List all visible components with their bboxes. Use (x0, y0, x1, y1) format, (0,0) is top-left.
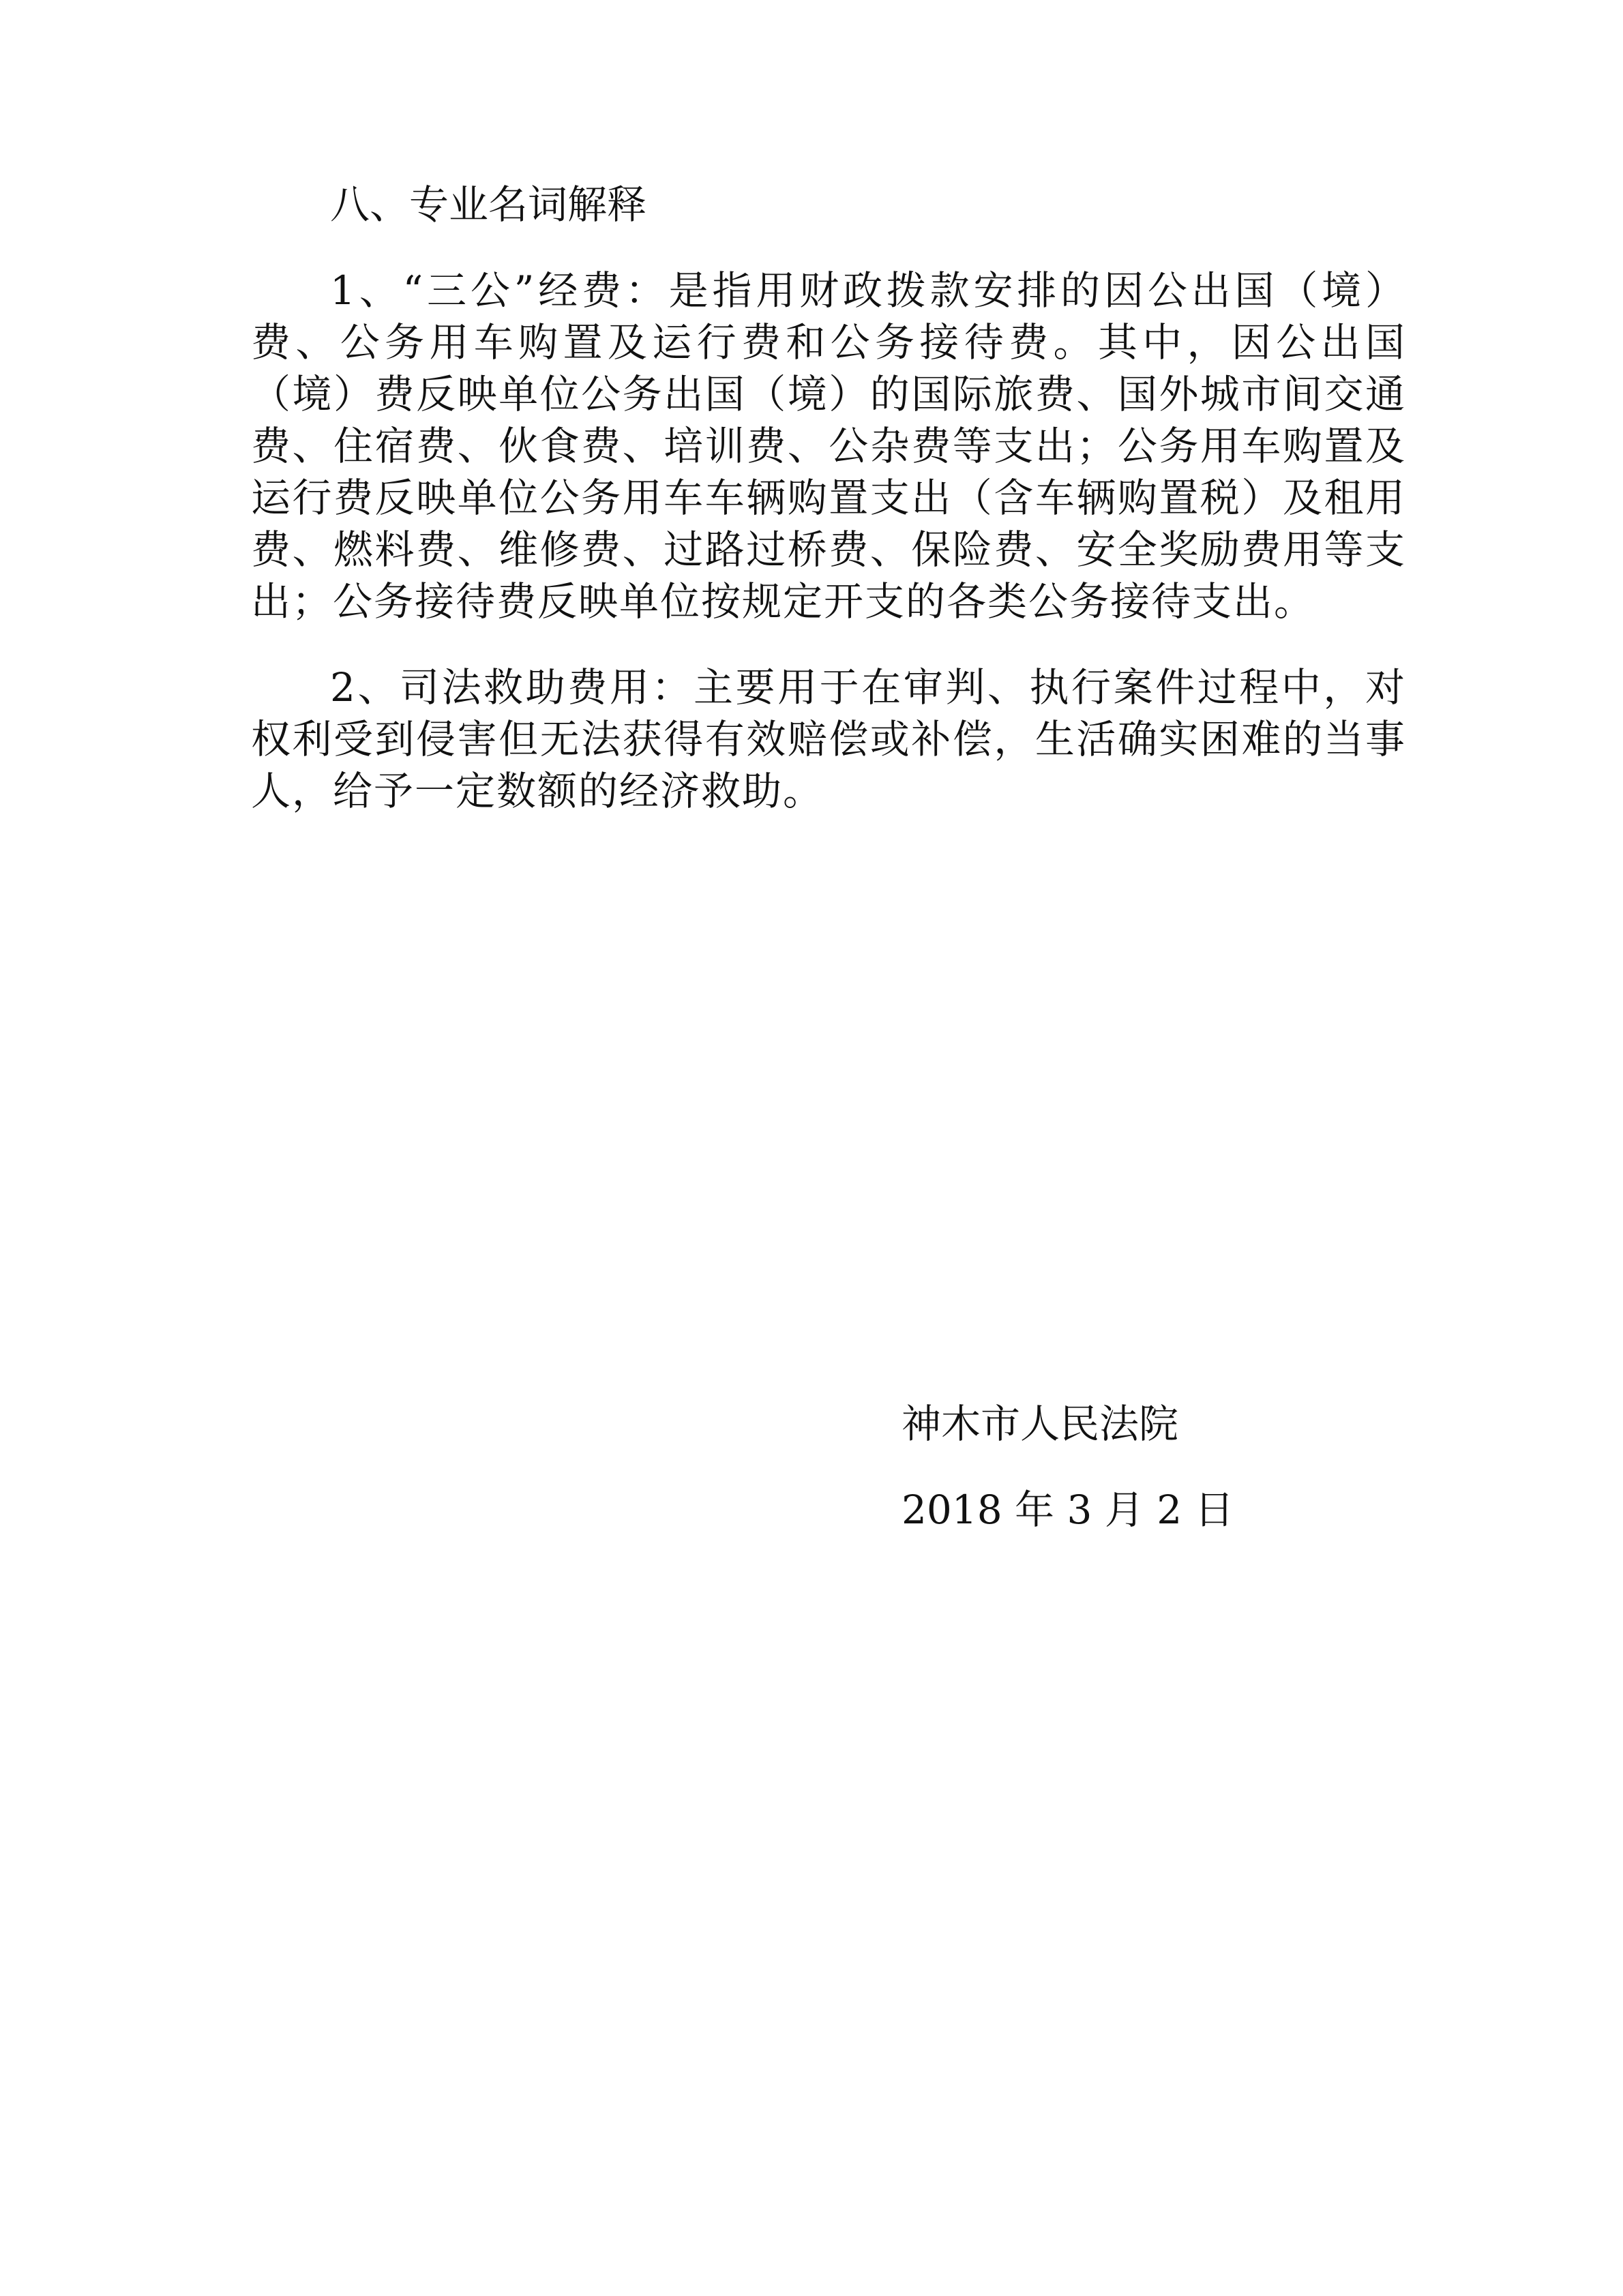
document-body (251, 179, 1406, 817)
signature-block (902, 1398, 1234, 1536)
section-heading: 八、专业名词解释 (330, 181, 647, 228)
paragraph-judicial-aid: 2、司法救助费用：主要用于在审判、执行案件过程中，对权利受到侵害但无法获得有效赔偿或补偿，生活确实困难的当事人，给予一定数额的经济救助。 (251, 664, 1406, 814)
signature-date: 2018 年 3 月 2 日 (902, 1487, 1234, 1533)
signature-organization: 神木市人民法院 (902, 1401, 1179, 1447)
paragraph-three-public-funds: 1、“三公”经费：是指用财政拨款安排的因公出国（境）费、公务用车购置及运行费和公务接待费。其中，因公出国（境）费反映单位公务出国（境）的国际旅费、国外城市间交通费、住宿费、伙食费、培训费、公杂费等支出；公务用车购置及运行费反映单位公务用车车辆购置支出（含车辆购置税）及租用费、燃料费、维修费、过路过桥费、保险费、安全奖励费用等支出；公务接待费反映单位按规定开支的各类公务接待支出。 (251, 267, 1406, 625)
